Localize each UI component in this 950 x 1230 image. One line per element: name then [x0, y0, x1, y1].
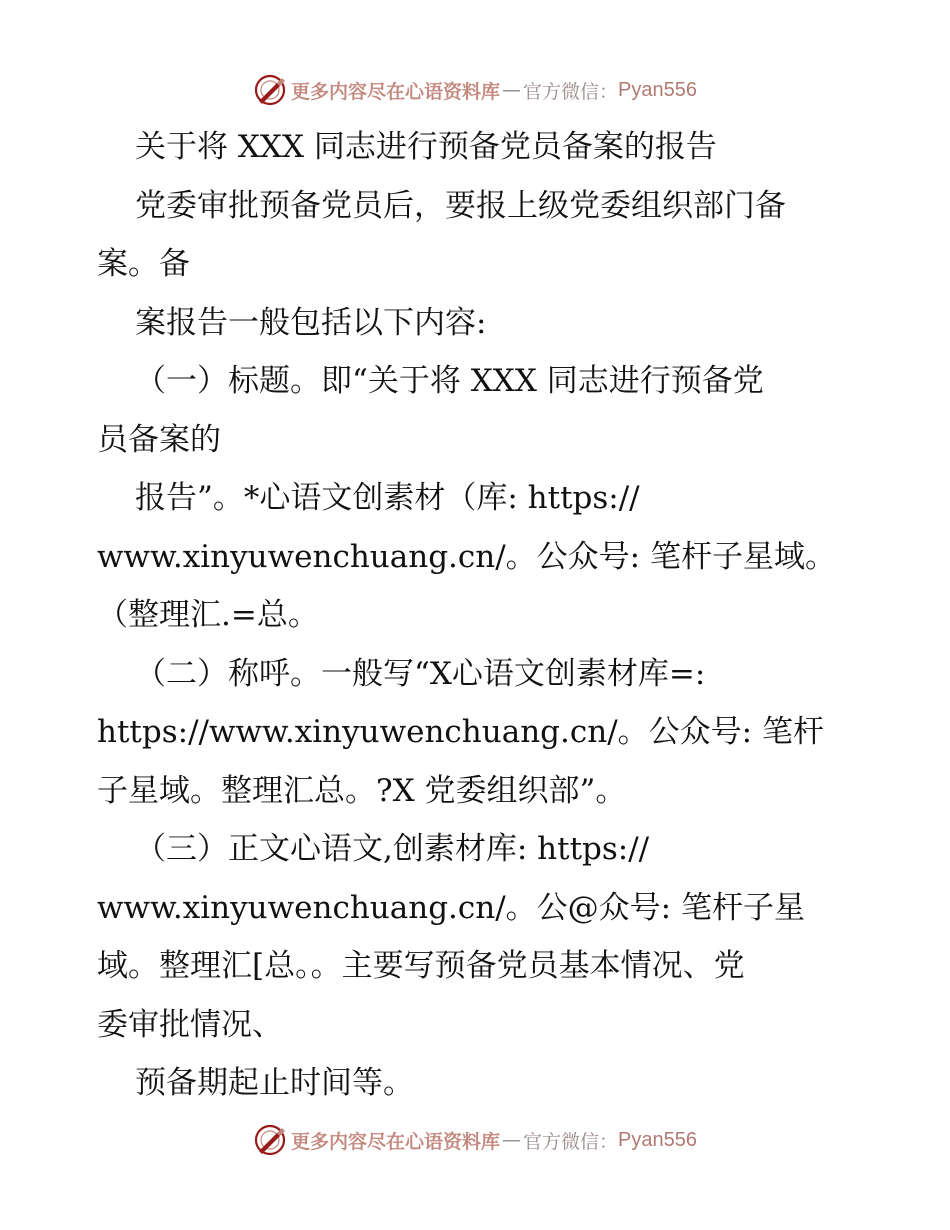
- paragraph-line: （整理汇.=总。: [97, 597, 319, 633]
- banner-wechat-id: Pyan556: [618, 78, 697, 101]
- paragraph-line: 案报告一般包括以下内容:: [135, 304, 487, 341]
- paragraph-line: （一）标题。即“关于将 XXX 同志进行预备党: [135, 363, 764, 399]
- paragraph-line: 预备期起止时间等。: [135, 1065, 414, 1101]
- paragraph-line: 案。备: [97, 246, 190, 282]
- paragraph-line: 报告”。*心语文创素材（库: https://: [135, 480, 640, 516]
- paragraph-line: www.xinyuwenchuang.cn/。公@众号: 笔杆子星: [97, 889, 805, 926]
- paragraph-line: 子星域。整理汇总。?X 党委组织部”。: [97, 772, 627, 809]
- paragraph-line: www.xinyuwenchuang.cn/。公众号: 笔杆子星域。: [97, 538, 836, 575]
- document-body: [97, 118, 857, 1113]
- banner-slogan: 更多内容尽在心语资料库: [291, 1130, 501, 1153]
- paragraph-line: 域。整理汇[总。。主要写预备党员基本情况、党: [97, 948, 745, 984]
- footer-banner: [0, 1120, 950, 1160]
- header-banner: [0, 70, 950, 110]
- paragraph-line: 党委审批预备党员后，要报上级党委组织部门备: [135, 187, 786, 224]
- banner-slogan: 更多内容尽在心语资料库: [291, 80, 501, 103]
- banner-wechat-id: Pyan556: [618, 1128, 697, 1151]
- paragraph-line: 委审批情况、: [97, 1006, 283, 1043]
- paragraph-line: 员备案的: [97, 421, 221, 458]
- banner-wechat-label: 官方微信：: [523, 1130, 619, 1153]
- pen-logo-icon: [253, 73, 287, 107]
- document-title: 关于将 XXX 同志进行预备党员备案的报告: [135, 129, 717, 165]
- banner-wechat-label: 官方微信：: [523, 80, 619, 103]
- pen-logo-icon: [253, 1123, 287, 1157]
- banner-dash: —: [502, 1129, 522, 1151]
- banner-dash: —: [502, 79, 522, 101]
- paragraph-line: https://www.xinyuwenchuang.cn/。公众号: 笔杆: [97, 714, 824, 750]
- paragraph-line: （二）称呼。一般写“X心语文创素材库=:: [135, 655, 706, 692]
- paragraph-line: （三）正文心语文,创素材库: https://: [135, 831, 650, 867]
